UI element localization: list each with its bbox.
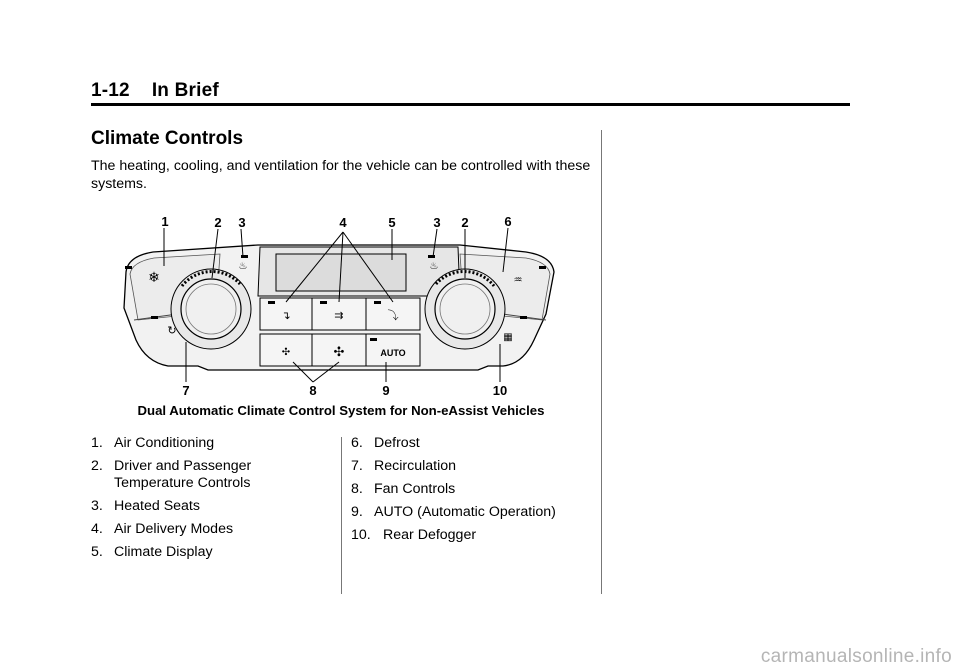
driver-dial [181, 279, 241, 339]
left-heated-seat-icon: ♨ [238, 261, 248, 272]
column-rule [601, 130, 602, 594]
callout-1: 1 [161, 214, 169, 229]
fan-high-icon: ✣ [333, 344, 345, 359]
callout-9: 9 [382, 383, 390, 398]
recirculation-icon: ↻ [167, 325, 177, 337]
callout-2-left: 2 [214, 215, 222, 230]
defrost-icon: ♒ [513, 275, 523, 286]
intro-paragraph: The heating, cooling, and ventilation for the vehicle can be controlled with these systems. [91, 158, 591, 192]
section-title: Climate Controls [91, 128, 244, 149]
callout-6: 6 [504, 214, 512, 229]
callout-7: 7 [182, 383, 190, 398]
callout-10: 10 [492, 383, 508, 398]
list-item: 3. Heated Seats [91, 498, 200, 514]
list-item: 6. Defrost [351, 435, 420, 451]
list-item: 7. Recirculation [351, 458, 457, 474]
callout-2-right: 2 [461, 215, 469, 230]
climate-panel-illustration [108, 212, 568, 400]
running-head [91, 80, 219, 102]
climate-control-figure [108, 212, 568, 400]
passenger-dial [435, 279, 495, 339]
list-item: 8. Fan Controls [351, 481, 456, 497]
list-item: 4. Air Delivery Modes [91, 521, 234, 537]
auto-button-label: AUTO [380, 348, 406, 358]
callout-3-right: 3 [433, 215, 441, 230]
page-number: 1-12 [91, 80, 130, 101]
callout-8: 8 [309, 383, 317, 398]
ac-snowflake-icon: ❄ [148, 269, 160, 285]
bi-level-mode-icon: ⇉ [334, 310, 344, 322]
section-name: In Brief [151, 80, 219, 101]
vent-mode-icon: ↴ [281, 310, 291, 322]
list-item: 2. Driver and Passenger Temperature Controls [91, 458, 252, 491]
rear-defogger-icon: ▦ [503, 332, 513, 343]
header-rule [91, 103, 850, 106]
right-heated-seat-icon: ♨ [429, 261, 439, 272]
callout-3-left: 3 [238, 215, 246, 230]
legend-column-rule [341, 437, 342, 594]
list-item: 10. Rear Defogger [351, 527, 477, 543]
floor-mode-icon: ⤵ [387, 310, 399, 322]
list-item: 9. AUTO (Automatic Operation) [351, 504, 556, 520]
list-item: 5. Climate Display [91, 544, 213, 560]
callout-5: 5 [388, 215, 396, 230]
watermark: carmanualsonline.info [760, 646, 952, 667]
legend-list-left [91, 435, 331, 567]
list-item: 1. Air Conditioning [91, 435, 215, 451]
legend-list-right [351, 435, 591, 550]
callout-4: 4 [339, 215, 347, 230]
fan-low-icon: ✣ [281, 347, 291, 358]
figure-caption: Dual Automatic Climate Control System for Non-eAssist Vehicles [137, 403, 545, 418]
